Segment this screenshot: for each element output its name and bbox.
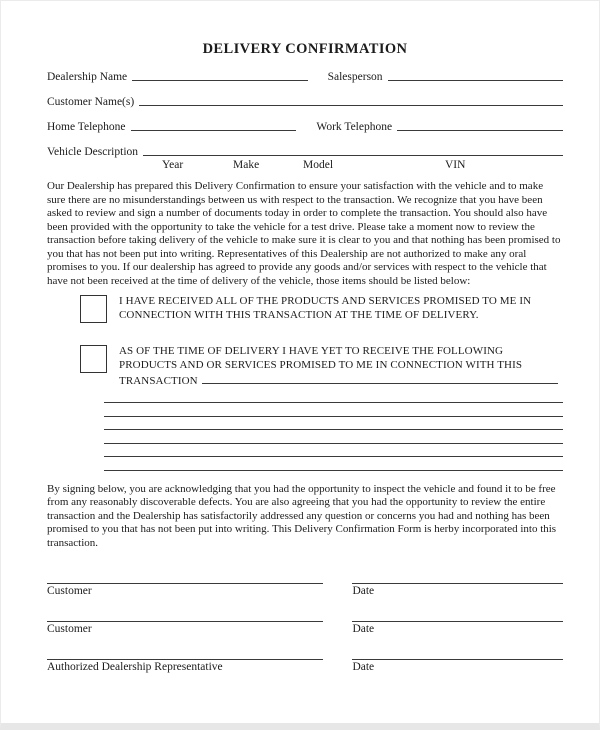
row-customer-names (47, 92, 563, 108)
row-telephones (47, 117, 563, 133)
received-all-checkbox[interactable] (80, 295, 107, 323)
vehicle-description-label: Vehicle Description (47, 146, 139, 158)
dealership-name-line[interactable] (132, 80, 307, 81)
home-telephone-label: Home Telephone (47, 121, 126, 133)
vehicle-description-line[interactable] (143, 155, 563, 156)
home-telephone-line[interactable] (131, 130, 297, 131)
write-line[interactable] (104, 390, 563, 404)
work-telephone-line[interactable] (397, 130, 563, 131)
customer-2-date-line[interactable] (352, 608, 563, 622)
salesperson-line[interactable] (388, 80, 563, 81)
yet-to-receive-label (119, 345, 563, 389)
year-sublabel: Year (162, 159, 184, 171)
transaction-write-line[interactable] (202, 372, 558, 384)
model-sublabel: Model (303, 159, 334, 171)
write-line[interactable] (104, 430, 563, 444)
dealership-rep-signature-line[interactable] (47, 646, 323, 660)
dealership-rep-label: Authorized Dealership Representative (47, 661, 223, 673)
customer-1-date-label: Date (352, 585, 375, 597)
received-all-label: I HAVE RECEIVED ALL OF THE PRODUCTS AND SERVICES PROMISED TO ME IN CONNECTION WITH THIS TRANSACTION AT THE TIME OF DELIVERY. (119, 295, 532, 321)
write-line[interactable] (104, 444, 563, 458)
checkbox-item-yet-to-receive (47, 345, 563, 389)
salesperson-label: Salesperson (327, 71, 383, 83)
checkbox-item-received-all (47, 295, 563, 323)
customer-2-date-label: Date (352, 623, 375, 635)
vehicle-sublabels-row (47, 158, 563, 172)
yet-to-receive-label-text: AS OF THE TIME OF DELIVERY I HAVE YET TO RECEIVE THE FOLLOWING PRODUCTS AND OR SERVICES PROMISED TO ME IN CONNECTION WITH THIS TRANSACTION (119, 345, 523, 387)
customer-2-signature-line[interactable] (47, 608, 323, 622)
signature-block (47, 570, 563, 673)
form-title: DELIVERY CONFIRMATION (202, 41, 408, 57)
signature-row-customer-1 (47, 570, 563, 597)
customer-1-date-line[interactable] (352, 570, 563, 584)
row-vehicle-description (47, 142, 563, 158)
customer-2-label: Customer (47, 623, 92, 635)
write-in-lines (104, 390, 563, 471)
signature-row-dealership-rep (47, 646, 563, 673)
customer-names-line[interactable] (139, 105, 563, 106)
make-sublabel: Make (233, 159, 260, 171)
vin-sublabel: VIN (445, 159, 466, 171)
row-dealership-salesperson (47, 67, 563, 83)
customer-1-label: Customer (47, 585, 92, 597)
dealership-name-label: Dealership Name (47, 71, 128, 83)
write-line[interactable] (104, 403, 563, 417)
work-telephone-label: Work Telephone (316, 121, 393, 133)
customer-1-signature-line[interactable] (47, 570, 323, 584)
intro-paragraph: Our Dealership has prepared this Delivery Confirmation to ensure your satisfaction with the vehicle and to make sure there are no misunderstandings between us with respect to the transaction. We recognize that you have been asked to review and sign a number of documents today in order to complete the transaction. You should also have been provided with the opportunity to take the vehicle for a test drive. Please take a moment now to review the transaction before taking delivery of the vehicle to make sure it is clear to you and that nothing has been promised to you that has not been put into writing. Representatives of this Dealership are not authorized to make any oral promises to you. If our dealership has agreed to provide any goods and/or services with respect to the vehicle that have not been received at the time of delivery of the vehicle, those items should be listed below: (47, 180, 561, 287)
closing-paragraph: By signing below, you are acknowledging that you had the opportunity to inspect the vehicle and found it to be free from any reasonably discoverable defects. You are also agreeing that you had the opportunity to review the entire transaction and the Dealership has satisfactorily addressed any question or concerns you had and nothing has been promised to you that has not been put into writing. This Delivery Confirmation Form is herby incorporated into this transaction. (47, 482, 557, 549)
customer-names-label: Customer Name(s) (47, 96, 135, 108)
signature-row-customer-2 (47, 608, 563, 635)
write-line[interactable] (104, 457, 563, 471)
dealership-rep-date-line[interactable] (352, 646, 563, 660)
dealership-rep-date-label: Date (352, 661, 375, 673)
write-line[interactable] (104, 417, 563, 431)
yet-to-receive-checkbox[interactable] (80, 345, 107, 373)
